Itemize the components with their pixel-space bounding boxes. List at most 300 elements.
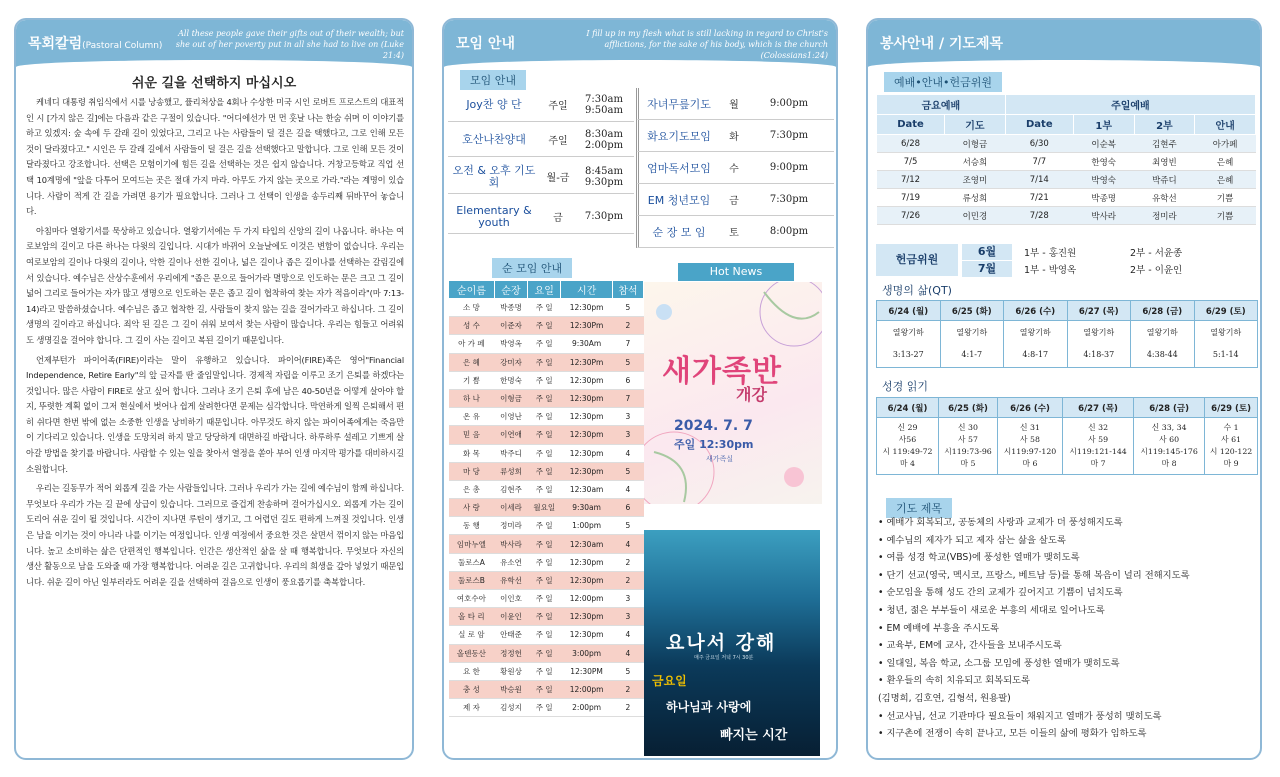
table-cell: 동 행 xyxy=(449,517,495,535)
qt-header: 6/26 (수) xyxy=(1004,301,1068,321)
table-cell: 아가페 xyxy=(1195,135,1256,153)
table-row xyxy=(449,444,644,462)
offering-second: 2부 - 서윤종 xyxy=(1130,248,1183,259)
table-cell: 박사라 xyxy=(1073,207,1134,225)
table-cell: 박주디 xyxy=(494,444,527,462)
service-header: 기도 xyxy=(945,115,1006,135)
panel-header xyxy=(444,20,836,68)
meeting-row xyxy=(448,200,634,234)
table-cell: 3 xyxy=(612,590,643,608)
service-label: 예배•안내•헌금위원 xyxy=(884,72,1002,92)
meeting-time: 7:30pm xyxy=(769,130,809,141)
table-cell: 12:30am xyxy=(561,535,613,553)
sunday-label: 주일예배 xyxy=(1005,95,1255,115)
table-cell: 성 수 xyxy=(449,317,495,335)
table-cell: 12:30Pm xyxy=(561,353,613,371)
table-cell: 제 자 xyxy=(449,699,495,717)
table-cell: 화 목 xyxy=(449,444,495,462)
table-cell: 정미라 xyxy=(494,517,527,535)
table-cell: 9:30am xyxy=(561,499,613,517)
table-cell: 7/5 xyxy=(877,153,945,171)
table-cell: 기쁨 xyxy=(1195,207,1256,225)
table-row xyxy=(449,608,644,626)
table-cell: 12:00pm xyxy=(561,590,613,608)
prayer-item: • 순모임을 통해 성도 간의 교제가 깊어지고 기쁨이 넘치도록 xyxy=(878,587,1123,599)
table-cell: 12:30pm xyxy=(561,608,613,626)
panel-header xyxy=(16,20,412,68)
poster-date: 2024. 7. 7 xyxy=(674,418,753,434)
meeting-day: 월 xyxy=(729,100,739,111)
table-cell: 7/7 xyxy=(1005,153,1073,171)
table-cell: 유학선 xyxy=(494,571,527,589)
table-cell: 12:30pm xyxy=(561,462,613,480)
table-cell: 김현주 xyxy=(494,480,527,498)
service-header: Date xyxy=(877,115,945,135)
meeting-day: 주일 xyxy=(548,136,568,147)
table-cell: 12:30pm xyxy=(561,408,613,426)
table-row xyxy=(449,353,644,371)
bible-header: 6/26 (수) xyxy=(998,398,1063,418)
meeting-name: EM 청년모임 xyxy=(647,193,711,207)
poster-title: 요나서 강해 xyxy=(666,632,777,654)
qt-verse: 3:13-27 xyxy=(877,339,941,368)
table-cell: 12:30pm xyxy=(561,426,613,444)
meeting-time: 8:30am 2:00pm xyxy=(584,128,624,151)
table-cell: 기쁨 xyxy=(1195,189,1256,207)
meeting-name: Joy찬 양 단 xyxy=(466,97,522,111)
table-cell: 3 xyxy=(612,426,643,444)
table-cell: 박사라 xyxy=(494,535,527,553)
table-cell: 유학선 xyxy=(1134,189,1195,207)
table-row xyxy=(449,462,644,480)
table-cell: 12:30Pm xyxy=(561,317,613,335)
column-paragraph: 우리는 길동무가 적어 외롭게 길을 가는 사람들입니다. 그러나 우리가 가는 길에 예수님이 함께 하십니다. 무엇보다 우리가 가는 길 끝에 상급이 있습니다. 그러므로 즐겁게 찬송하며 걸어가십시오. 외롭게 가는 길이 도리어 쉬운 길이 될 것입니다. 시간이 지나면 루틴이 생기고, 그 어렵던 길도 편하게 느껴질 것입니다. 인생은 남을 이기는 것이 아니라 나를 이기는 여정입니다. 인생 여정에서 중요한 것은 살면서 꺾이지 않는 마음입니다. 높고 소비하는 삶은 단편적인 행복입니다. 인간은 생산적인 삶을 살 때 행복합니다. 무엇보다 자신의 생산 활동으로 남을 도와줄 때 가장 행복합니다. 어려운 길은 고귀합니다. 우리의 희생을 갚아 넣었기 때문입니다. 쉬운 길이 아닌 일부러라도 어려운 길을 선택하여 걸음으로 인생이 풍요롭기를 축복합니다. xyxy=(26,483,404,587)
table-row xyxy=(449,680,644,698)
prayer-item: • 청년, 젊은 부부들이 새로운 부흥의 세대로 일어나도록 xyxy=(878,604,1105,616)
table-row xyxy=(449,535,644,553)
meeting-row xyxy=(636,152,834,184)
table-cell: 12:30pm xyxy=(561,371,613,389)
table-cell: 2 xyxy=(612,317,643,335)
table-cell: 이연애 xyxy=(494,426,527,444)
table-cell: 주 일 xyxy=(528,662,561,680)
table-cell: 주 일 xyxy=(528,389,561,407)
soon-header: 시간 xyxy=(561,281,613,299)
column-body xyxy=(16,95,412,590)
table-cell: 믿 음 xyxy=(449,426,495,444)
floral-decoration xyxy=(644,282,822,504)
table-cell: 이인호 xyxy=(494,590,527,608)
table-cell: 4 xyxy=(612,480,643,498)
qt-header: 6/24 (월) xyxy=(877,301,941,321)
bible-header: 6/25 (화) xyxy=(939,398,998,418)
table-cell: 황원상 xyxy=(494,662,527,680)
table-cell: 한영숙 xyxy=(1073,153,1134,171)
meeting-row xyxy=(636,184,834,216)
table-cell: 12:30pm xyxy=(561,299,613,317)
table-cell: 2 xyxy=(612,699,643,717)
table-cell: 올 타 리 xyxy=(449,608,495,626)
table-cell: 하 나 xyxy=(449,389,495,407)
prayer-item: • 지구촌에 전쟁이 속히 끝나고, 모든 이들의 삶에 평화가 임하도록 xyxy=(878,728,1147,740)
qt-verse: 5:1-14 xyxy=(1194,339,1258,368)
table-row xyxy=(449,408,644,426)
offering-first: 1부 - 홍진원 xyxy=(1024,248,1077,259)
qt-table xyxy=(876,300,1258,368)
bible-header: 6/24 (월) xyxy=(877,398,939,418)
prayer-item: • 단기 선교(영국, 멕시코, 프랑스, 베트남 등)를 통해 복음이 널리 전해지도록 xyxy=(878,569,1190,581)
table-row xyxy=(449,426,644,444)
table-row xyxy=(877,153,1256,171)
table-cell: 주 일 xyxy=(528,353,561,371)
table-cell: 12:30PM xyxy=(561,662,613,680)
table-cell: 7 xyxy=(612,335,643,353)
table-cell: 류성희 xyxy=(494,462,527,480)
table-cell: 6/28 xyxy=(877,135,945,153)
table-cell: 12:30pm xyxy=(561,626,613,644)
qt-label: 생명의 삶(QT) xyxy=(882,284,952,297)
prayer-item: • 예수님의 제자가 되고 제자 삼는 삶을 살도록 xyxy=(878,534,1066,546)
table-cell: 은 총 xyxy=(449,480,495,498)
panel-verse: All these people gave their gifts out of their wealth; but she out of her poverty put in all she had to live on (Luke 21:4) xyxy=(175,29,404,60)
table-cell: 2 xyxy=(612,680,643,698)
table-cell: 이순복 xyxy=(1073,135,1134,153)
table-cell: 서승희 xyxy=(945,153,1006,171)
meeting-row xyxy=(448,88,634,122)
table-cell: 12:30am xyxy=(561,480,613,498)
table-cell: 5 xyxy=(612,299,643,317)
meeting-time: 7:30pm xyxy=(584,211,624,222)
prayer-item: • 선교사님, 선교 기관마다 필요들이 채워지고 열매가 풍성히 맺히도록 xyxy=(878,710,1162,722)
table-cell: 5 xyxy=(612,662,643,680)
meeting-day: 주일 xyxy=(548,101,568,112)
soon-header: 순장 xyxy=(494,281,527,299)
bible-header: 6/29 (토) xyxy=(1205,398,1258,418)
qt-header: 6/28 (금) xyxy=(1131,301,1195,321)
table-cell: 주 일 xyxy=(528,317,561,335)
table-cell: 12:30pm xyxy=(561,571,613,589)
table-cell: 이윤인 xyxy=(494,608,527,626)
table-cell: 7/26 xyxy=(877,207,945,225)
offering-label: 헌금위원 xyxy=(876,244,958,276)
hot-news-label: Hot News xyxy=(678,263,794,281)
meeting-row xyxy=(636,120,834,152)
qt-book: 열왕기하 xyxy=(877,321,941,340)
table-row xyxy=(449,480,644,498)
bible-table xyxy=(876,397,1258,475)
prayer-item: • 일대일, 복음 학교, 소그룹 모임에 풍성한 열매가 맺히도록 xyxy=(878,657,1120,669)
offering-second: 2부 - 이윤인 xyxy=(1130,265,1183,276)
meeting-day: 금 xyxy=(729,196,739,207)
meeting-name: 순 장 모 임 xyxy=(652,225,706,239)
table-cell: 주 일 xyxy=(528,553,561,571)
table-cell: 7 xyxy=(612,389,643,407)
table-cell: 정미라 xyxy=(1134,207,1195,225)
prayer-item: • 환우들의 속히 치유되고 회복되도록 xyxy=(878,675,1031,687)
table-cell: 2:00pm xyxy=(561,699,613,717)
table-cell: 류성희 xyxy=(945,189,1006,207)
table-cell: 은 혜 xyxy=(449,353,495,371)
meeting-row xyxy=(448,123,634,157)
table-cell: 박쥬디 xyxy=(1134,171,1195,189)
table-cell: 온 유 xyxy=(449,408,495,426)
bible-cell: 신 32 사 59 시119:121-144 마 7 xyxy=(1063,418,1134,475)
offering-row xyxy=(962,244,1252,260)
table-cell: 기 쁨 xyxy=(449,371,495,389)
table-row xyxy=(449,389,644,407)
table-cell: 6 xyxy=(612,499,643,517)
meeting-name: Elementary & youth xyxy=(456,203,532,229)
table-cell: 4 xyxy=(612,535,643,553)
meeting-day: 월-금 xyxy=(546,173,570,184)
table-row xyxy=(449,317,644,335)
meeting-day: 화 xyxy=(729,132,739,143)
table-cell: 은혜 xyxy=(1195,153,1256,171)
table-cell: 은혜 xyxy=(1195,171,1256,189)
offering-month: 6월 xyxy=(962,244,1012,260)
meeting-time: 8:45am 9:30pm xyxy=(584,165,624,188)
table-cell: 최영빈 xyxy=(1134,153,1195,171)
prayer-item: • 여름 성경 학교(VBS)에 풍성한 열매가 맺히도록 xyxy=(878,552,1080,564)
meetings-panel xyxy=(442,18,838,760)
table-cell: 월요일 xyxy=(528,499,561,517)
table-cell: 김현주 xyxy=(1134,135,1195,153)
table-row xyxy=(449,335,644,353)
table-cell: 강미자 xyxy=(494,353,527,371)
meeting-row xyxy=(636,216,834,248)
qt-book: 열왕기하 xyxy=(940,321,1004,340)
table-row xyxy=(449,299,644,317)
meeting-name: 호산나찬양대 xyxy=(462,132,526,146)
panel-verse: I fill up in my flesh what is still lacking in regard to Christ's afflictions, for the sake of his body, which is the church (Colossians1:24) xyxy=(586,29,828,60)
table-cell: 임마누엘 xyxy=(449,535,495,553)
table-row xyxy=(449,571,644,589)
table-cell: 소 망 xyxy=(449,299,495,317)
table-row xyxy=(449,499,644,517)
bible-cell: 수 1 사 61 시 120-122 마 9 xyxy=(1205,418,1258,475)
soon-table xyxy=(448,280,644,717)
table-cell: 2 xyxy=(612,553,643,571)
table-cell: 박종명 xyxy=(1073,189,1134,207)
meeting-time: 7:30am 9:50am xyxy=(585,93,623,116)
meeting-time: 8:00pm xyxy=(769,226,809,237)
table-cell: 주 일 xyxy=(528,462,561,480)
service-table xyxy=(876,94,1256,225)
table-cell: 4 xyxy=(612,444,643,462)
bible-cell: 신 29 사56 시 119:49-72 마 4 xyxy=(877,418,939,475)
table-cell: 5 xyxy=(612,462,643,480)
table-cell: 박종명 xyxy=(494,299,527,317)
table-row xyxy=(449,517,644,535)
table-cell: 주 일 xyxy=(528,444,561,462)
qt-verse: 4:38-44 xyxy=(1131,339,1195,368)
table-cell: 마 당 xyxy=(449,462,495,480)
friday-label: 금요예배 xyxy=(877,95,1006,115)
soon-header: 요일 xyxy=(528,281,561,299)
table-row xyxy=(877,207,1256,225)
qt-verse: 4:18-37 xyxy=(1067,339,1131,368)
table-cell: 주 일 xyxy=(528,608,561,626)
service-header: 2부 xyxy=(1134,115,1195,135)
meeting-day: 수 xyxy=(729,164,739,175)
table-row xyxy=(449,590,644,608)
table-cell: 유소연 xyxy=(494,553,527,571)
prayer-item: (김명희, 김호연, 김형석, 원용팔) xyxy=(878,692,1011,704)
poster-subtitle: 개강 xyxy=(736,385,767,404)
table-cell: 주 일 xyxy=(528,480,561,498)
table-cell: 7/14 xyxy=(1005,171,1073,189)
table-cell: 한명숙 xyxy=(494,371,527,389)
table-cell: 12:30pm xyxy=(561,444,613,462)
bible-cell: 신 33, 34 사 60 시119:145-176 마 8 xyxy=(1134,418,1205,475)
panel-title: 모임 안내 xyxy=(456,36,515,52)
bible-header: 6/27 (목) xyxy=(1063,398,1134,418)
table-row xyxy=(449,662,644,680)
bible-label: 성경 읽기 xyxy=(882,380,929,393)
table-cell: 주 일 xyxy=(528,590,561,608)
table-row xyxy=(449,626,644,644)
offering-row xyxy=(962,261,1252,277)
table-cell: 주 일 xyxy=(528,699,561,717)
table-cell: 요 한 xyxy=(449,662,495,680)
table-cell: 주 일 xyxy=(528,299,561,317)
table-cell: 12:30pm xyxy=(561,389,613,407)
table-cell: 5 xyxy=(612,517,643,535)
qt-header: 6/29 (토) xyxy=(1194,301,1258,321)
service-header: Date xyxy=(1005,115,1073,135)
meeting-name: 엄마독서모임 xyxy=(647,161,711,175)
table-cell: 사 랑 xyxy=(449,499,495,517)
table-cell: 5 xyxy=(612,353,643,371)
meeting-name: 화요기도모임 xyxy=(647,129,711,143)
poster-place: 새가족실 xyxy=(706,455,734,463)
table-cell: 주 일 xyxy=(528,626,561,644)
prayer-list xyxy=(878,514,1258,743)
table-cell: 안태준 xyxy=(494,626,527,644)
poster-subtitle: 매주 금요일 저녁 7시 30분 xyxy=(694,655,754,661)
table-row xyxy=(449,553,644,571)
service-header: 안내 xyxy=(1195,115,1256,135)
table-row xyxy=(449,371,644,389)
table-row xyxy=(449,699,644,717)
table-cell: 여호수아 xyxy=(449,590,495,608)
bible-header: 6/28 (금) xyxy=(1134,398,1205,418)
table-cell: 12:30pm xyxy=(561,553,613,571)
pastoral-column-panel xyxy=(14,18,414,760)
meeting-day: 토 xyxy=(729,228,739,239)
table-cell: 아 가 페 xyxy=(449,335,495,353)
poster-line2: 빠지는 시간 xyxy=(720,728,788,743)
bible-cell: 신 30 사 57 시119:73-96 마 5 xyxy=(939,418,998,475)
table-cell: 주 일 xyxy=(528,644,561,662)
table-cell: 조영미 xyxy=(945,171,1006,189)
table-cell: 주 일 xyxy=(528,517,561,535)
table-cell: 7/19 xyxy=(877,189,945,207)
meeting-time: 9:00pm xyxy=(769,98,809,109)
meeting-day: 금 xyxy=(553,213,563,224)
soon-header: 순이름 xyxy=(449,281,495,299)
table-cell: 7/28 xyxy=(1005,207,1073,225)
prayer-item: • 교육부, EM에 교사, 간사들을 보내주시도록 xyxy=(878,640,1062,652)
soon-label: 순 모임 안내 xyxy=(492,258,572,278)
table-row xyxy=(449,644,644,662)
panel-header xyxy=(868,20,1260,68)
table-cell: 3:00pm xyxy=(561,644,613,662)
table-cell: 2 xyxy=(612,571,643,589)
table-cell: 주 일 xyxy=(528,426,561,444)
table-cell: 주 일 xyxy=(528,680,561,698)
column-paragraph: 아침마다 열왕기서를 묵상하고 있습니다. 열왕기서에는 두 가지 타입의 신앙의 길이 나옵니다. 하나는 여로보암의 길이고 다른 하나는 다윗의 길입니다. 시대가 바뀌어 오늘날에도 이것은 변함이 없습니다. 우리는 여로보암의 길이나 다윗의 길이나, 악한 길이나 선한 길이나, 넓은 길이나 좁은 길이나를 선택하는 갈림길에 서 있습니다. 예수님은 산상수훈에서 우리에게 "좁은 문으로 들어가라 멸망으로 인도하는 문은 크고 그 길이 넓어 그리로 들어가는 자가 많고 생명으로 인도하는 문은 좁고 길이 협착하여 찾는 자가 적음이라"(마 7:13-14)라고 말씀하셨습니다. 예수님은 좁고 협착한 길, 사람들이 찾지 않는 길을 걸어가라고 하십니다. 그 길이 생명의 길이라고 하십니다. 죄악 된 길은 그 길이 쉬워 보여서 찾는 사람이 많습니다. 우리는 힘들고 어려워도 생명길을 걸어야 합니다. 그 길이 사는 길이고 복된 길이기 때문입니다. xyxy=(26,225,404,345)
qt-verse: 4:1-7 xyxy=(940,339,1004,368)
table-cell: 박영옥 xyxy=(494,335,527,353)
column-paragraph: 케네디 대통령 취임식에서 시를 낭송했고, 퓰리처상을 4회나 수상한 미국 시인 로버트 프로스트의 대표적인 시 [가지 않은 길]에는 다음과 같은 구절이 있습니다. "어디에선가 먼 먼 훗날 나는 한숨 쉬며 이 이야기를 하고 있겠지: 숲 속에 두 갈래 길이 있었다고, 그리고 나는 사람들이 덜 걸은 길을 택했다고, 그로 인해 모든 것이 달라졌다고." 시인은 두 갈래 길에서 사람들이 덜 걸은 길을 선택했다고 말합니다. 그로 인해 모든 것이 달라졌다고 강조합니다. 선택은 모험이기에 힘든 길을 선택하는 것은 쉽지 않습니다. 거창고등학교 직업 선택 10계명에 "앞을 다투어 모여드는 곳은 절대 가지 마라. 아무도 가지 않는 곳으로 가라."라는 계명이 있습니다. 사람이 적게 간 길을 가려면 용기가 필요합니다. 그러나 그 선택이 인생을 송두리째 뒤바꾸어 놓습니다. xyxy=(26,97,404,217)
meeting-time: 7:30pm xyxy=(769,194,809,205)
table-cell: 박영숙 xyxy=(1073,171,1134,189)
qt-header: 6/25 (화) xyxy=(940,301,1004,321)
table-cell: 3 xyxy=(612,408,643,426)
meeting-time: 9:00pm xyxy=(769,162,809,173)
table-cell: 주 일 xyxy=(528,335,561,353)
qt-header: 6/27 (목) xyxy=(1067,301,1131,321)
meeting-name: 자녀무릎기도 xyxy=(647,97,711,111)
table-cell: 김성지 xyxy=(494,699,527,717)
prayer-item: • EM 예배에 부흥을 주시도록 xyxy=(878,622,1000,634)
offering-month: 7월 xyxy=(962,261,1012,277)
table-cell: 4 xyxy=(612,644,643,662)
table-cell: 7/12 xyxy=(877,171,945,189)
table-cell: 1:00pm xyxy=(561,517,613,535)
table-cell: 충 성 xyxy=(449,680,495,698)
table-cell: 올덴동산 xyxy=(449,644,495,662)
new-family-poster xyxy=(644,282,822,504)
qt-book: 열왕기하 xyxy=(1131,321,1195,340)
column-heading: 쉬운 길을 선택하지 마십시오 xyxy=(131,76,297,91)
table-cell: 주 일 xyxy=(528,371,561,389)
poster-title: 새가족반 xyxy=(662,354,782,389)
table-cell: 9:30Am xyxy=(561,335,613,353)
table-row xyxy=(877,135,1256,153)
poster-line1: 하나님과 사랑에 xyxy=(666,700,752,714)
table-cell: 주 일 xyxy=(528,535,561,553)
meeting-name: 오전 & 오후 기도회 xyxy=(452,163,536,189)
bible-cell: 신 31 사 58 시119:97-120 마 6 xyxy=(998,418,1063,475)
table-cell: 12:00pm xyxy=(561,680,613,698)
jonah-poster xyxy=(644,530,820,756)
service-header: 1부 xyxy=(1073,115,1134,135)
meeting-row xyxy=(448,160,634,194)
qt-book: 열왕기하 xyxy=(1067,321,1131,340)
table-cell: 이준자 xyxy=(494,317,527,335)
table-cell: 이형금 xyxy=(945,135,1006,153)
offering-first: 1부 - 박영옥 xyxy=(1024,265,1077,276)
qt-verse: 4:8-17 xyxy=(1004,339,1068,368)
qt-book: 열왕기하 xyxy=(1004,321,1068,340)
table-cell: 6 xyxy=(612,371,643,389)
panel-title: 목회칼럼(Pastoral Column) xyxy=(28,36,163,52)
soon-header: 참석 xyxy=(612,281,643,299)
table-cell: 주 일 xyxy=(528,408,561,426)
table-cell: 4 xyxy=(612,626,643,644)
table-cell: 이세라 xyxy=(494,499,527,517)
panel-title: 봉사안내 / 기도제목 xyxy=(880,36,1004,52)
poster-day: 금요일 xyxy=(652,674,687,688)
prayer-item: • 예배가 회복되고, 공동체의 사랑과 교제가 더 풍성해지도록 xyxy=(878,517,1123,528)
table-cell: 3 xyxy=(612,608,643,626)
table-row xyxy=(877,171,1256,189)
meetings-label: 모임 안내 xyxy=(460,70,526,90)
poster-time: 주일 12:30pm xyxy=(674,438,754,451)
qt-book: 열왕기하 xyxy=(1194,321,1258,340)
